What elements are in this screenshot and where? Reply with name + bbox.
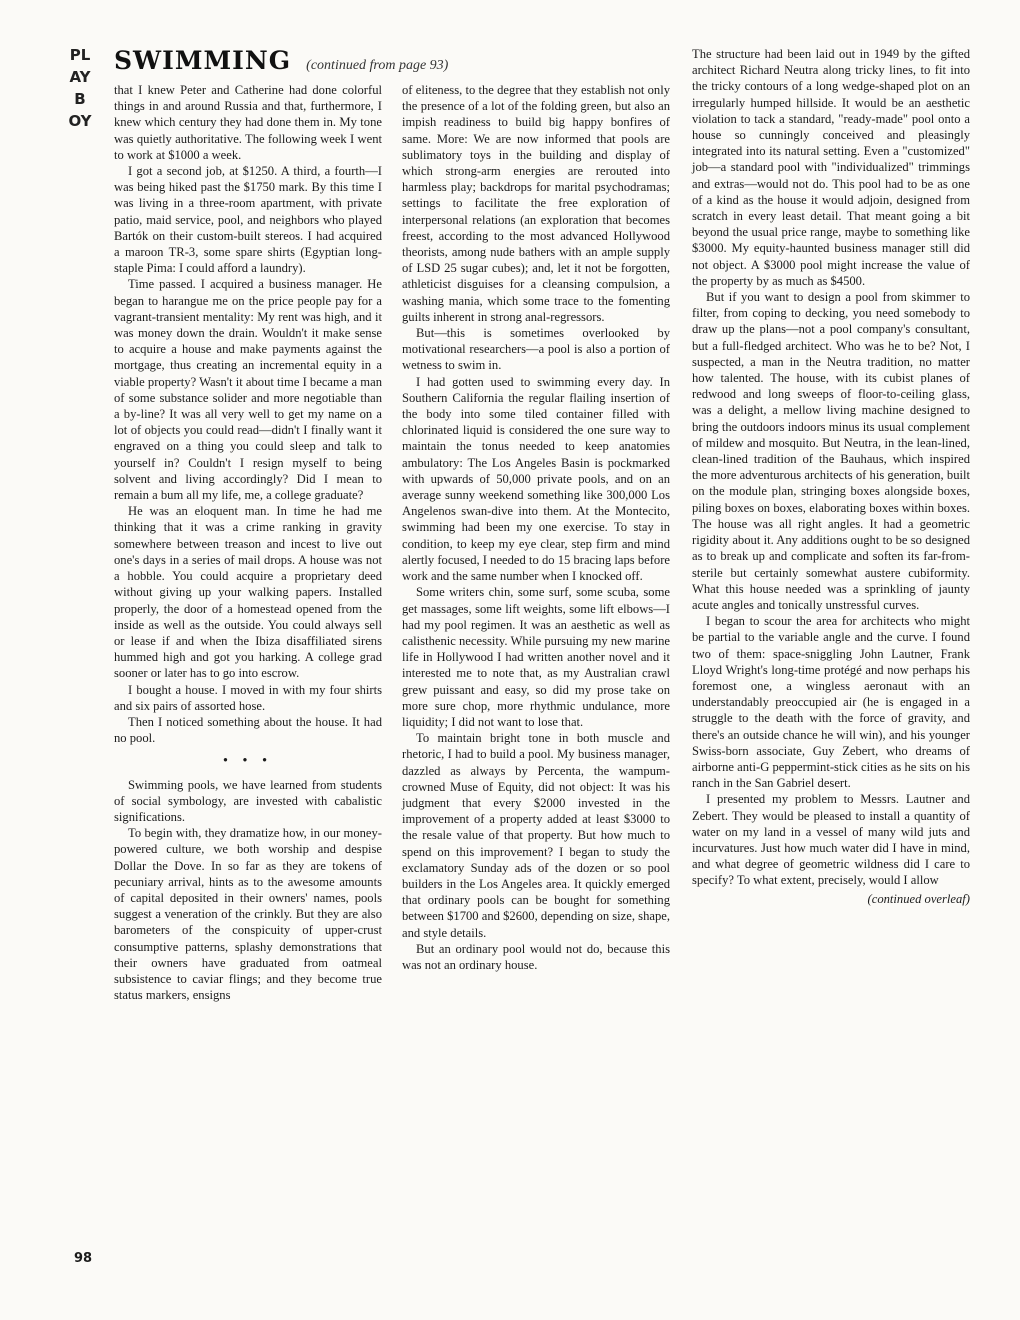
continued-from-note: (continued from page 93) <box>306 58 449 73</box>
section-separator: • • • <box>223 753 273 768</box>
paragraph: I had gotten used to swimming every day. In Southern California the regular flailing insertion of the body into some tiled container filled with chlorinated liquid is considered the one sure way to maintain the tonus needed to keep anatomies ambulatory: The Los Angeles Basin is pockmarked with upwards of 50,000 private pools, and on an average sunny weekend something like 300,000 Los Angelenos swan-dive into them. At the Montecito, swimming had been my one exercise. To stay in condition, to keep my eye clear, step firm and mind alertly focused, I needed to do 15 bracing laps before work and the same number when I knocked off. <box>402 374 670 584</box>
paragraph: To begin with, they dramatize how, in our money-powered culture, we both worship and despise Dollar the Dove. In so far as they are tokens of pecuniary arrival, hints as to the awesome amounts of capital deposited in their owners' names, pools suggest a veneration of the crinkly. But they are also barometers of the conspicuity of upper-crust consumptive patterns, splashy demonstrations that their owners have graduated from oatmeal subsistence to caviar flings; and they become true status markers, ensigns <box>114 826 382 1003</box>
paragraph: that I knew Peter and Catherine had done colorful things in and around Russia and that, furthermore, I knew which century they had done them in. My tone was quietly authoritative. The following week I went to work at $1000 a week. <box>114 83 382 162</box>
paragraph: But—this is sometimes overlooked by motivational researchers—a pool is also a portion of wetness to swim in. <box>402 326 670 373</box>
paragraph: But an ordinary pool would not do, because this was not an ordinary house. <box>402 941 670 972</box>
paragraph: I presented my problem to Messrs. Lautner and Zebert. They would be pleased to install a quantity of water on my land in a vessel of many wild juts and incurvatures. Just how much water did I have in mind, and what degree of geometric wildness did I care to specify? To what extent, precisely, would I allow <box>692 792 970 888</box>
page-number: 98 <box>74 1251 93 1266</box>
paragraph: Then I noticed something about the house. It had no pool. <box>114 714 382 746</box>
continued-overleaf-note: (continued overleaf) <box>867 891 970 906</box>
paragraph: Time passed. I acquired a business manager. He began to harangue me on the price people pay for a vagrant-transient mentality: My rent was high, and it was money down the drain. Wouldn't it make sense to acquire a house and make payments against the mortgage, thus creating an incremental equity in a viable property? Wasn't it about time I became a man of some substance solider and more negotiable than a by-line? It was all very well to get my name on a lot of objects you could read—didn't I finally want it engraved on a thing you could sleep and talk to yourself in? Couldn't I resign myself to being solvent and living accordingly? Did I mean to remain a bum all my life, me, a college graduate? <box>114 277 382 503</box>
paragraph: I got a second job, at $1250. A third, a fourth—I was being hiked past the $1750 mark. By this time I was living in a three-room apartment, with private patio, maid service, pool, and neighbors who played Bartók on their custom-built stereos. I had acquired a maroon TR-3, some spare shirts (Egyptian long-staple Pima: I could afford a laundry). <box>114 164 382 276</box>
article-title: SWIMMING <box>114 46 292 75</box>
paragraph: To maintain bright tone in both muscle and rhetoric, I had to build a pool. My business manager, dazzled as always by Percenta, the wampum-crowned Muse of Equity, did not object: It was his judgment that every $2000 invested in the improvement of a property added at least $3000 to the resale value of that property. But how much to spend on this improvement? I began to study the exclamatory Sunday ads of the dozen or so pool builders in the Los Angeles area. It quickly emerged that ordinary pools can be bought for something between $1700 and $2600, depending on size, shape, and style details. <box>402 731 670 940</box>
paragraph: But if you want to design a pool from skimmer to filter, from coping to decking, you need somebody to draw up the plans—not a pool company's consultant, but a full-fledged architect. Who was he to be? Not, I suspected, a man in the Neutra tradition, no matter how talented. The house, with its cubist planes of redwood and long sweeps of floor-to-ceiling glass, was a delight, a mellow living machine designed to bring the outdoors indoors minus its usual complement of mildew and mosquito. But Neutra, in the lean-lined, clean-lined tradition of the Bauhaus, which inspired the more adventurous architects of his generation, built on the module plan, stringing boxes alongside boxes, piling boxes on boxes, elaborating boxes within boxes. The house was all right angles. It had a geometric rigidity about it. Any additions ought to be so designed as to break up and complicate and soften its far-from-sterile but certainly somewhat austere cubiformity. What this house needed was a sprinkling of jaunty acute angles and tonically unstressful curves. <box>692 290 970 612</box>
paragraph: of eliteness, to the degree that they establish not only the presence of a lot of the folding green, but also an impish readiness to build big happy bonfires of same. More: We are now informed that pools are sublimatory toys in the building and display of which strong-arm energies are rerouted into harmless play; backdrops for marital psychodramas; settings to facilitate the free exploration of interpersonal relations (an exploration that becomes freest, according to the most advanced Hollywood theorists, among nude bathers with an ample supply of LSD 25 sugar cubes); and, let it not be forgotten, athleticist disguises for a cleansing compulsion, a washing mania, which some trace to the fomenting guilts inherent in strong anal-regressors. <box>402 83 670 324</box>
paragraph: I began to scour the area for architects who might be partial to the variable angle and the curve. I found two of them: space-sniggling John Lautner, Frank Lloyd Wright's long-time protégé and now perhaps his foremost one, a wingless aeronaut with an understandably preoccupied air (he is engaged in a struggle to the death with the force of gravity, and there's an outside chance he will win), and his younger Swiss-born associate, Guy Zebert, who dreams of airborne anti-G peppermint-stick cities as he sits on his ranch in the San Gabriel desert. <box>692 614 970 791</box>
paragraph: The structure had been laid out in 1949 by the gifted architect Richard Neutra along tricky lines, to fit into the tricky contours of a long wedge-shaped plot on an irregularly humped hillside. It would be an aesthetic violation to tack a standard, "ready-made" pool onto a house so cunningly conceived and pleasingly integrated into its natural setting. Even a "customized" job—a standard pool with "individualized" trimmings and extras—would not do. This pool had to be as one of a kind as the house it would adjoin, designed from scratch in every least detail. That meant going a bit beyond the usual price range, maybe to something like $3000. My equity-haunted business manager still did not object. A $3000 pool might increase the value of the property by as much as $4500. <box>692 47 970 288</box>
text-column-2 <box>402 82 670 973</box>
paragraph: Some writers chin, some surf, some scuba, some get massages, some lift weights, some lift elbows—I had my pool regimen. It was an aesthetic as well as calisthenic necessity. While pursuing my new marine life in Hollywood I had written another novel and it interested me to note that, as my Australian crawl grew puissant and easy, so did my prose take on more sure chop, more rhythmic undulance, more liquidity; I did not want to lose that. <box>402 585 670 729</box>
text-column-1 <box>114 82 382 1003</box>
article-header <box>114 46 494 86</box>
magazine-name-vertical: PLAYBOY <box>68 46 92 130</box>
paragraph: He was an eloquent man. In time he had me thinking that it was a crime ranking in gravity somewhere between treason and incest to live out one's days in a series of mail drops. A house was not a hobble. You could acquire a proprietary deed without giving up your walking papers. Installed properly, the door of a homestead opened from the inside as well as the outside. You could always sell or lease if and when the Ibiza disaffiliated sirens hummed high and got you harking. A college grad sooner or later has to go into escrow. <box>114 504 382 681</box>
paragraph: Swimming pools, we have learned from students of social symbology, are invested with cabalistic significations. <box>114 777 382 824</box>
text-column-3 <box>692 46 970 907</box>
paragraph: I bought a house. I moved in with my four shirts and six pairs of assorted hose. <box>114 682 382 713</box>
